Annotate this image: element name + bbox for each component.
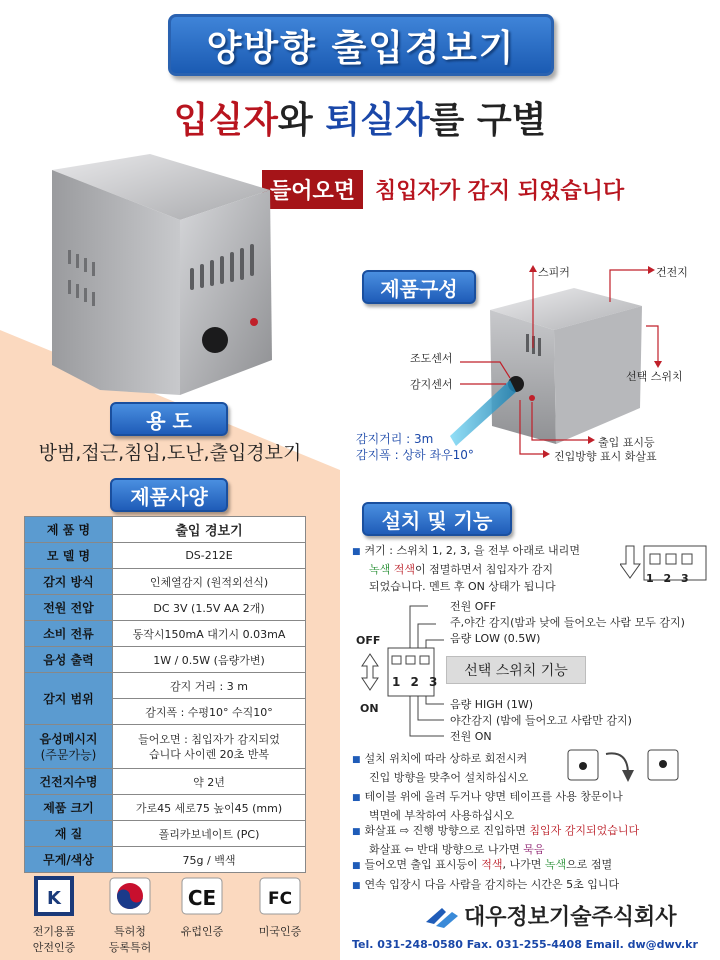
cert-fcc [250, 876, 310, 939]
switch-function-title: 선택 스위치 기능 [446, 656, 586, 684]
fcc-mark-icon [258, 876, 302, 916]
table-row [25, 543, 306, 569]
spec-key: 감지 범위 [25, 673, 113, 725]
arrow-left-icon: ⇦ [404, 843, 414, 856]
red-word: 적색 [393, 563, 416, 576]
contact-info: Tel. 031-248-0580 Fax. 031-255-4408 Email. dw@dwv.kr [352, 938, 698, 951]
cert-label: 특허청 [114, 925, 146, 938]
spec-key: 건전지수명 [25, 769, 113, 795]
instruction-line: 진입 방향을 맞추어 설치하십시오 [369, 771, 529, 784]
label-select-switch: 선택 스위치 [626, 370, 683, 383]
instruction-line: 화살표 [369, 843, 405, 856]
cert-label: 등록특허 [108, 941, 152, 954]
spec-key: 음성 출력 [25, 647, 113, 673]
bullet-mount [352, 788, 623, 824]
cert-label: 유럽인증 [180, 925, 224, 938]
table-row [25, 847, 306, 873]
spec-value: DC 3V (1.5V AA 2개) [113, 595, 306, 621]
title-banner [168, 14, 554, 76]
spec-value: 출입 경보기 [113, 517, 306, 543]
spec-key: 소비 전류 [25, 621, 113, 647]
subtitle-exitor: 퇴실자 [325, 100, 430, 141]
spec-value: 가로45 세로75 높이45 (mm) [113, 795, 306, 821]
entry-message [262, 170, 624, 209]
arrow-right-icon: ⇨ [399, 824, 410, 837]
spec-value: 인체열감지 (원적외선식) [113, 569, 306, 595]
label-battery: 건전지 [656, 266, 688, 279]
opt-power-off: 전원 OFF [450, 600, 497, 613]
spec-value-line: 습니다 사이렌 20초 반복 [148, 747, 270, 761]
spec-value-line: 들어오면 : 침입자가 감지되었 [138, 732, 280, 746]
page-title: 양방향 출입경보기 [206, 27, 516, 69]
usage-text: 방범,접근,침입,도난,출입경보기 [38, 442, 302, 464]
switch-off-label: OFF [356, 634, 381, 647]
instruction-line: 테이블 위에 올려 두거나 양면 테이프를 사용 창문이나 [364, 790, 623, 803]
instruction-line: , 나가면 [502, 858, 545, 871]
table-row [25, 621, 306, 647]
spec-table [24, 516, 306, 873]
cert-patent [100, 876, 160, 955]
power-instruction [352, 542, 622, 595]
switch-on-label: ON [360, 702, 379, 715]
spec-key [25, 725, 113, 769]
opt-low: 음량 LOW (0.5W) [450, 632, 541, 645]
bullet-icon: ■ [352, 861, 361, 871]
usage-heading: 용 도 [110, 402, 228, 436]
instruction-line: 켜기 : 스위치 1, 2, 3, 을 전부 아래로 내리면 [364, 544, 580, 557]
cert-label: 전기용품 [32, 925, 76, 938]
bullet-arrow [352, 822, 639, 858]
spec-value: 동작시150mA 대기시 0.03mA [113, 621, 306, 647]
table-row [25, 673, 306, 699]
label-width: 감지폭 : 상하 좌우10° [356, 448, 474, 462]
company-logo-icon [424, 904, 460, 930]
instruction-line: 되었습니다. 멘트 후 ON 상태가 됩니다 [369, 580, 556, 593]
spec-value: 폴리카보네이트 (PC) [113, 821, 306, 847]
spec-key-line: 음성메시지 [39, 731, 98, 746]
red-word: 적색 [481, 858, 503, 871]
switch-numbers-small: 1 2 3 [646, 572, 692, 585]
label-sensor: 감지센서 [410, 378, 453, 391]
spec-key: 모 델 명 [25, 543, 113, 569]
bullet-icon: ■ [352, 793, 361, 803]
spec-value [113, 725, 306, 769]
green-word: 녹색 [544, 858, 567, 871]
instruction-line: 으로 점멸 [566, 858, 613, 871]
patent-emblem-icon [108, 876, 152, 916]
opt-high: 음량 HIGH (1W) [450, 698, 534, 711]
install-heading: 설치 및 기능 [362, 502, 512, 536]
entry-text: 침입자가 감지 되었습니다 [375, 179, 625, 204]
table-row [25, 647, 306, 673]
entry-box: 들어오면 [262, 170, 363, 209]
table-row [25, 595, 306, 621]
ce-mark-icon [180, 876, 224, 916]
label-entry-led: 출입 표시등 [598, 436, 655, 449]
rotate-diagram [566, 746, 690, 786]
spec-key: 무게/색상 [25, 847, 113, 873]
svg-text:K: K [47, 888, 61, 909]
spec-value: 감지 거리 : 3 m [113, 673, 306, 699]
cert-kc [24, 876, 84, 955]
table-row [25, 517, 306, 543]
spec-value: 1W / 0.5W (음량가변) [113, 647, 306, 673]
bullet-icon: ■ [352, 547, 361, 557]
cert-label: 안전인증 [32, 941, 76, 954]
svg-text:FC: FC [267, 889, 293, 909]
bullet-led [352, 856, 612, 875]
instruction-line: 들어오면 출입 표시등이 [364, 858, 482, 871]
spec-value: DS-212E [113, 543, 306, 569]
purple-word: 묵음 [523, 843, 545, 856]
specs-heading: 제품사양 [110, 478, 228, 512]
instruction-line: 화살표 [364, 824, 400, 837]
switch-numbers: 1 2 3 [392, 675, 441, 689]
label-light-sensor: 조도센서 [410, 352, 453, 365]
table-row [25, 725, 306, 769]
red-word: 침입자 감지되었습니다 [529, 824, 640, 837]
spec-value: 75g / 백색 [113, 847, 306, 873]
instruction-line: 반대 방향으로 나가면 [413, 843, 524, 856]
spec-key: 감지 방식 [25, 569, 113, 595]
bullet-icon: ■ [352, 827, 361, 837]
subtitle-and: 와 [277, 100, 326, 141]
kc-mark-icon [32, 876, 76, 916]
opt-power-on: 전원 ON [450, 730, 492, 743]
svg-text:CE: CE [187, 886, 217, 910]
bullet-icon: ■ [352, 755, 361, 765]
bullet-icon: ■ [352, 881, 361, 891]
instruction-line: 이 점멸하면서 침입자가 감지 [415, 563, 554, 576]
spec-key: 재 질 [25, 821, 113, 847]
switch-function-diagram [358, 600, 448, 740]
composition-heading: 제품구성 [362, 270, 476, 304]
table-row [25, 795, 306, 821]
spec-key: 전원 전압 [25, 595, 113, 621]
opt-night: 야간감지 (밤에 들어오고 사람만 감지) [450, 714, 632, 727]
subtitle-entrant: 입실자 [173, 100, 278, 141]
spec-value: 감지폭 : 수평10° 수직10° [113, 699, 306, 725]
spec-key: 제품 크기 [25, 795, 113, 821]
opt-daynight: 주,야간 감지(밤과 낮에 들어오는 사람 모두 감지) [450, 616, 685, 629]
subtitle-distinguish: 를 구별 [429, 100, 547, 141]
instruction-line: 진행 방향으로 진입하면 [409, 824, 530, 837]
table-row [25, 769, 306, 795]
product-image [40, 150, 280, 400]
instruction-line: 벽면에 부착하여 사용하십시오 [369, 809, 515, 822]
cert-label: 미국인증 [258, 925, 302, 938]
instruction-line: 연속 입장시 다음 사람을 감지하는 시간은 5초 입니다 [364, 878, 620, 891]
spec-key: 제 품 명 [25, 517, 113, 543]
cert-ce [172, 876, 232, 939]
label-range: 감지거리 : 3m [356, 432, 434, 446]
spec-value: 약 2년 [113, 769, 306, 795]
bullet-rotate [352, 750, 528, 786]
subtitle [0, 92, 720, 143]
table-row [25, 821, 306, 847]
spec-key-line: (주문가능) [40, 747, 97, 762]
label-direction-arrow: 진입방향 표시 화살표 [554, 450, 657, 463]
green-word: 녹색 [369, 563, 394, 576]
label-speaker: 스피커 [538, 266, 570, 279]
bullet-delay [352, 876, 619, 895]
instruction-line: 설치 위치에 따라 상하로 회전시켜 [364, 752, 528, 765]
company-name: 대우정보기술주식회사 [464, 905, 677, 930]
table-row [25, 569, 306, 595]
